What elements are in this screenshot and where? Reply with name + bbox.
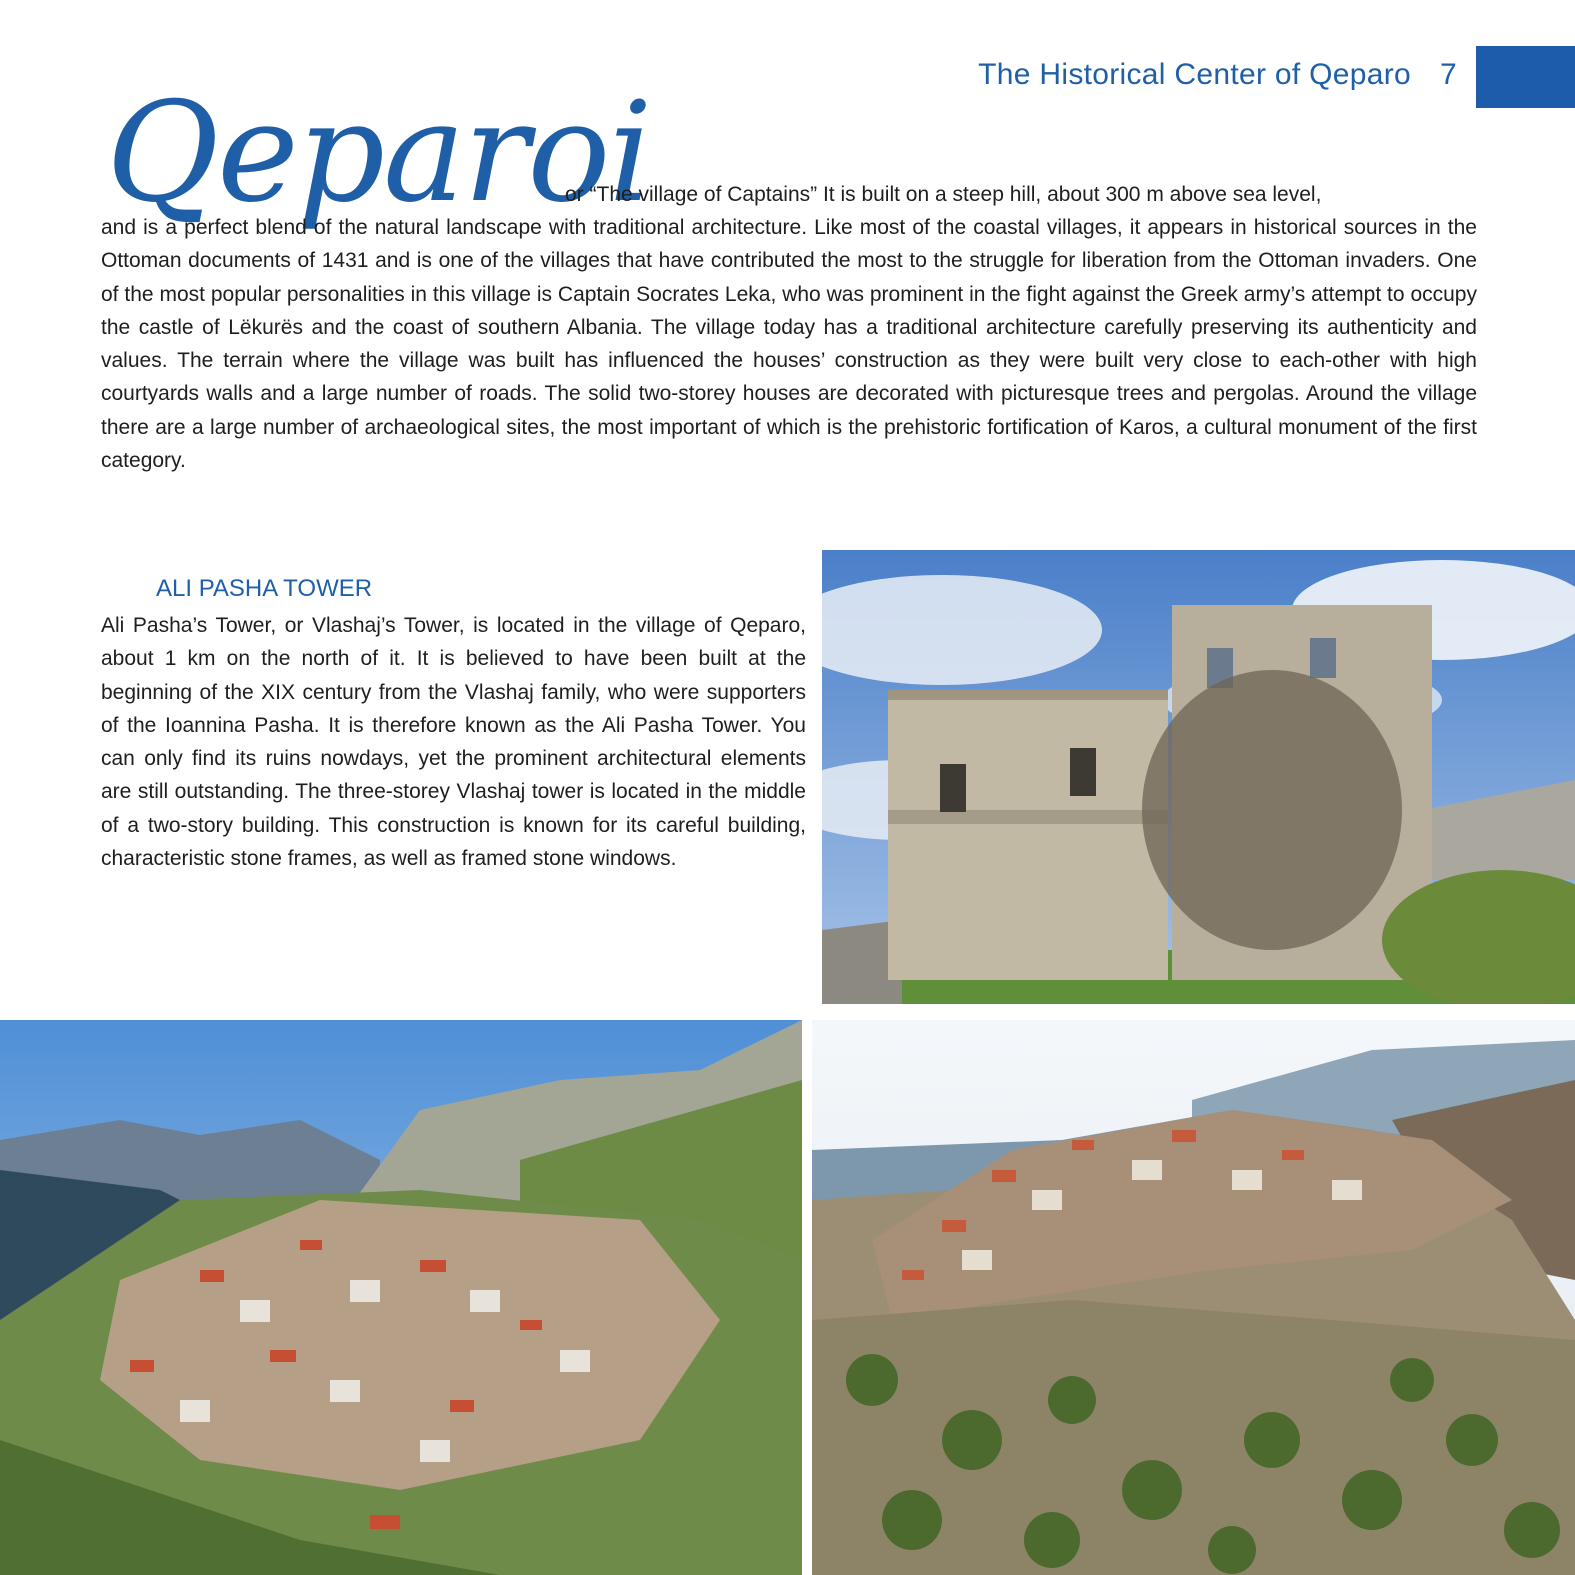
blue-page-tab — [1476, 46, 1575, 108]
section-paragraph-ali-pasha-tower: Ali Pasha’s Tower, or Vlashaj’s Tower, is located in the village of Qeparo, about 1 km on the north of it. It is believed to have been built at the beginning of the XIX century from the Vlashaj family, who were supporters of the Ioannina Pasha. It is therefore known as the Ali Pasha Tower. You can only find its ruins nowdays, yet the prominent architectural elements are still outstanding. The three-storey Vlashaj tower is located in the middle of a two-story building. This construction is known for its careful building, characteristic stone frames, as well as framed stone windows. — [101, 614, 806, 871]
tower-ruins-photo — [822, 550, 1575, 1004]
decorative-title-qeparoi: Qeparoi — [106, 72, 651, 233]
section-heading-ali-pasha-tower: ALI PASHA TOWER — [156, 575, 373, 602]
village-hillside-photo — [0, 1020, 802, 1575]
intro-paragraph: and is a perfect blend of the natural landscape with traditional architecture. Like most of the coastal villages, it appears in historical sources in the Ottoman documents of 1431 and is one of the villages that have contributed the most to the struggle for liberation from the Ottoman invaders. One of the most popular personalities in this village is Captain Socrates Leka, who was prominent in the fight against the Greek army’s attempt to occupy the castle of Lëkurës and the coast of southern Albania. The village today has a traditional architecture carefully preserving its authenticity and values. The terrain where the village was built has influenced the houses’ construction as they were built very close to each-other with high courtyards walls and a large number of roads. The solid two-storey houses are decorated with picturesque trees and pergolas. Around the village there are a large number of archaeological sites, the most important of which is the prehistoric fortification of Karos, a cultural monument of the first category. — [101, 216, 1477, 473]
intro-first-line: or “The village of Captains” It is built on a steep hill, about 300 m above sea level, — [565, 183, 1322, 206]
page-number: 7 — [1440, 58, 1457, 91]
running-header-title: The Historical Center of Qeparo — [978, 58, 1411, 91]
village-hilltop-photo — [812, 1020, 1575, 1575]
